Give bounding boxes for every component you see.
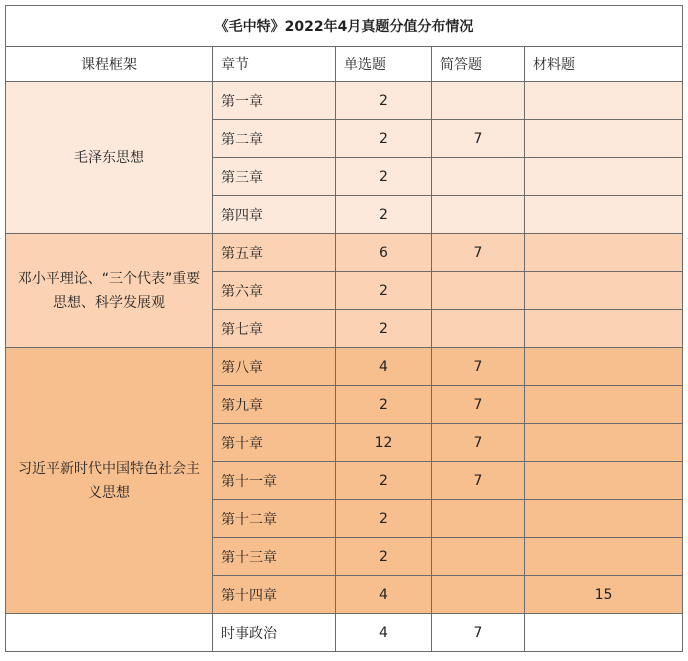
single-choice-cell: 2 [336,272,432,310]
single-choice-cell: 2 [336,310,432,348]
material-cell [525,158,683,196]
single-choice-cell: 2 [336,538,432,576]
framework-cell: 邓小平理论、“三个代表”重要思想、科学发展观 [6,234,213,348]
chapter-cell: 第九章 [213,386,336,424]
chapter-cell: 第三章 [213,158,336,196]
material-cell [525,500,683,538]
material-cell [525,614,683,652]
single-choice-cell: 2 [336,120,432,158]
single-choice-cell: 2 [336,158,432,196]
framework-cell: 习近平新时代中国特色社会主义思想 [6,348,213,614]
score-distribution-table [5,5,683,652]
chapter-cell: 第五章 [213,234,336,272]
material-cell [525,272,683,310]
table-body [6,6,683,652]
material-cell [525,234,683,272]
header-single-choice: 单选题 [336,47,432,82]
material-cell [525,196,683,234]
short-answer-cell [432,310,525,348]
table-row [6,82,683,120]
material-cell [525,348,683,386]
material-cell: 15 [525,576,683,614]
header-framework: 课程框架 [6,47,213,82]
short-answer-cell [432,196,525,234]
header-chapter: 章节 [213,47,336,82]
chapter-cell: 第二章 [213,120,336,158]
title-row [6,6,683,47]
table-title: 《毛中特》2022年4月真题分值分布情况 [6,6,683,47]
chapter-cell: 第八章 [213,348,336,386]
chapter-cell: 第六章 [213,272,336,310]
table-row [6,614,683,652]
single-choice-cell: 4 [336,576,432,614]
material-cell [525,424,683,462]
short-answer-cell: 7 [432,234,525,272]
single-choice-cell: 2 [336,82,432,120]
material-cell [525,462,683,500]
header-material: 材料题 [525,47,683,82]
chapter-cell: 第十一章 [213,462,336,500]
table-row [6,234,683,272]
single-choice-cell: 2 [336,500,432,538]
short-answer-cell [432,82,525,120]
header-short-answer: 简答题 [432,47,525,82]
short-answer-cell [432,272,525,310]
chapter-cell: 第一章 [213,82,336,120]
short-answer-cell: 7 [432,462,525,500]
chapter-cell: 第四章 [213,196,336,234]
material-cell [525,386,683,424]
score-distribution-table-wrapper [5,5,683,652]
chapter-cell: 第十章 [213,424,336,462]
material-cell [525,120,683,158]
short-answer-cell: 7 [432,386,525,424]
short-answer-cell [432,576,525,614]
chapter-cell: 第十二章 [213,500,336,538]
short-answer-cell [432,500,525,538]
single-choice-cell: 6 [336,234,432,272]
single-choice-cell: 12 [336,424,432,462]
short-answer-cell: 7 [432,120,525,158]
short-answer-cell: 7 [432,348,525,386]
short-answer-cell [432,538,525,576]
single-choice-cell: 4 [336,614,432,652]
single-choice-cell: 2 [336,196,432,234]
chapter-cell: 时事政治 [213,614,336,652]
framework-cell [6,614,213,652]
chapter-cell: 第十三章 [213,538,336,576]
table-row [6,348,683,386]
single-choice-cell: 2 [336,462,432,500]
chapter-cell: 第十四章 [213,576,336,614]
single-choice-cell: 4 [336,348,432,386]
single-choice-cell: 2 [336,386,432,424]
framework-cell: 毛泽东思想 [6,82,213,234]
short-answer-cell: 7 [432,424,525,462]
material-cell [525,310,683,348]
short-answer-cell: 7 [432,614,525,652]
header-row [6,47,683,82]
chapter-cell: 第七章 [213,310,336,348]
material-cell [525,538,683,576]
short-answer-cell [432,158,525,196]
material-cell [525,82,683,120]
